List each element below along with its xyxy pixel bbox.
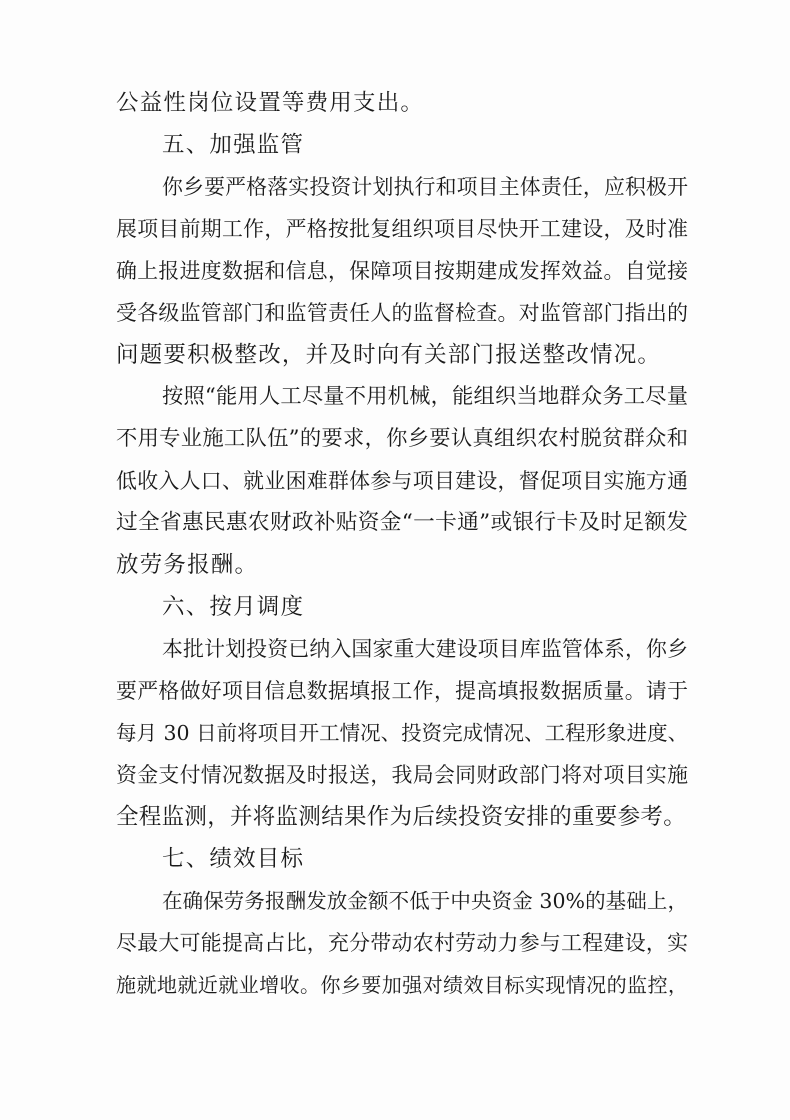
body-text-line: 要严格做好项目信息数据填报工作，提高填报数据质量。请于 (116, 679, 688, 703)
paragraph-first-line: 在确保劳务报酬发放金额不低于中央资金 30%的基础上， (162, 889, 688, 913)
body-text-line: 确上报进度数据和信息，保障项目按期建成发挥效益。自觉接 (116, 259, 688, 283)
body-text-line: 全程监测，并将监测结果作为后续投资安排的重要参考。 (116, 804, 687, 830)
body-text-line: 每月 30 日前将项目开工情况、投资完成情况、工程形象进度、 (116, 721, 689, 745)
body-text-line: 公益性岗位设置等费用支出。 (116, 90, 425, 116)
section-heading: 七、绩效目标 (162, 846, 305, 872)
paragraph-first-line: 本批计划投资已纳入国家重大建设项目库监管体系，你乡 (162, 637, 688, 661)
body-text-line: 放劳务报酬。 (116, 552, 259, 578)
section-heading: 六、按月调度 (162, 594, 305, 620)
body-text-line: 低收入人口、就业困难群体参与项目建设，督促项目实施方通 (116, 469, 688, 493)
section-heading: 五、加强监管 (162, 132, 305, 158)
paragraph-first-line: 按照“能用人工尽量不用机械，能组织当地群众务工尽量 (162, 384, 688, 409)
body-text-line: 受各级监管部门和监管责任人的监督检查。对监管部门指出的 (116, 301, 688, 325)
body-text-line: 尽最大可能提高占比，充分带动农村劳动力参与工程建设，实 (116, 931, 688, 955)
body-text-line: 不用专业施工队伍”的要求，你乡要认真组织农村脱贫群众和 (116, 426, 688, 451)
body-text-line: 展项目前期工作，严格按批复组织项目尽快开工建设，及时准 (116, 217, 688, 241)
paragraph-first-line: 你乡要严格落实投资计划执行和项目主体责任，应积极开 (162, 175, 688, 199)
body-text-line: 施就地就近就业增收。你乡要加强对绩效目标实现情况的监控， (116, 973, 688, 997)
body-text-line: 问题要积极整改，并及时向有关部门报送整改情况。 (116, 342, 662, 368)
body-text-line: 资金支付情况数据及时报送，我局会同财政部门将对项目实施 (116, 763, 688, 787)
body-text-line: 过全省惠民惠农财政补贴资金“一卡通”或银行卡及时足额发 (116, 510, 688, 535)
